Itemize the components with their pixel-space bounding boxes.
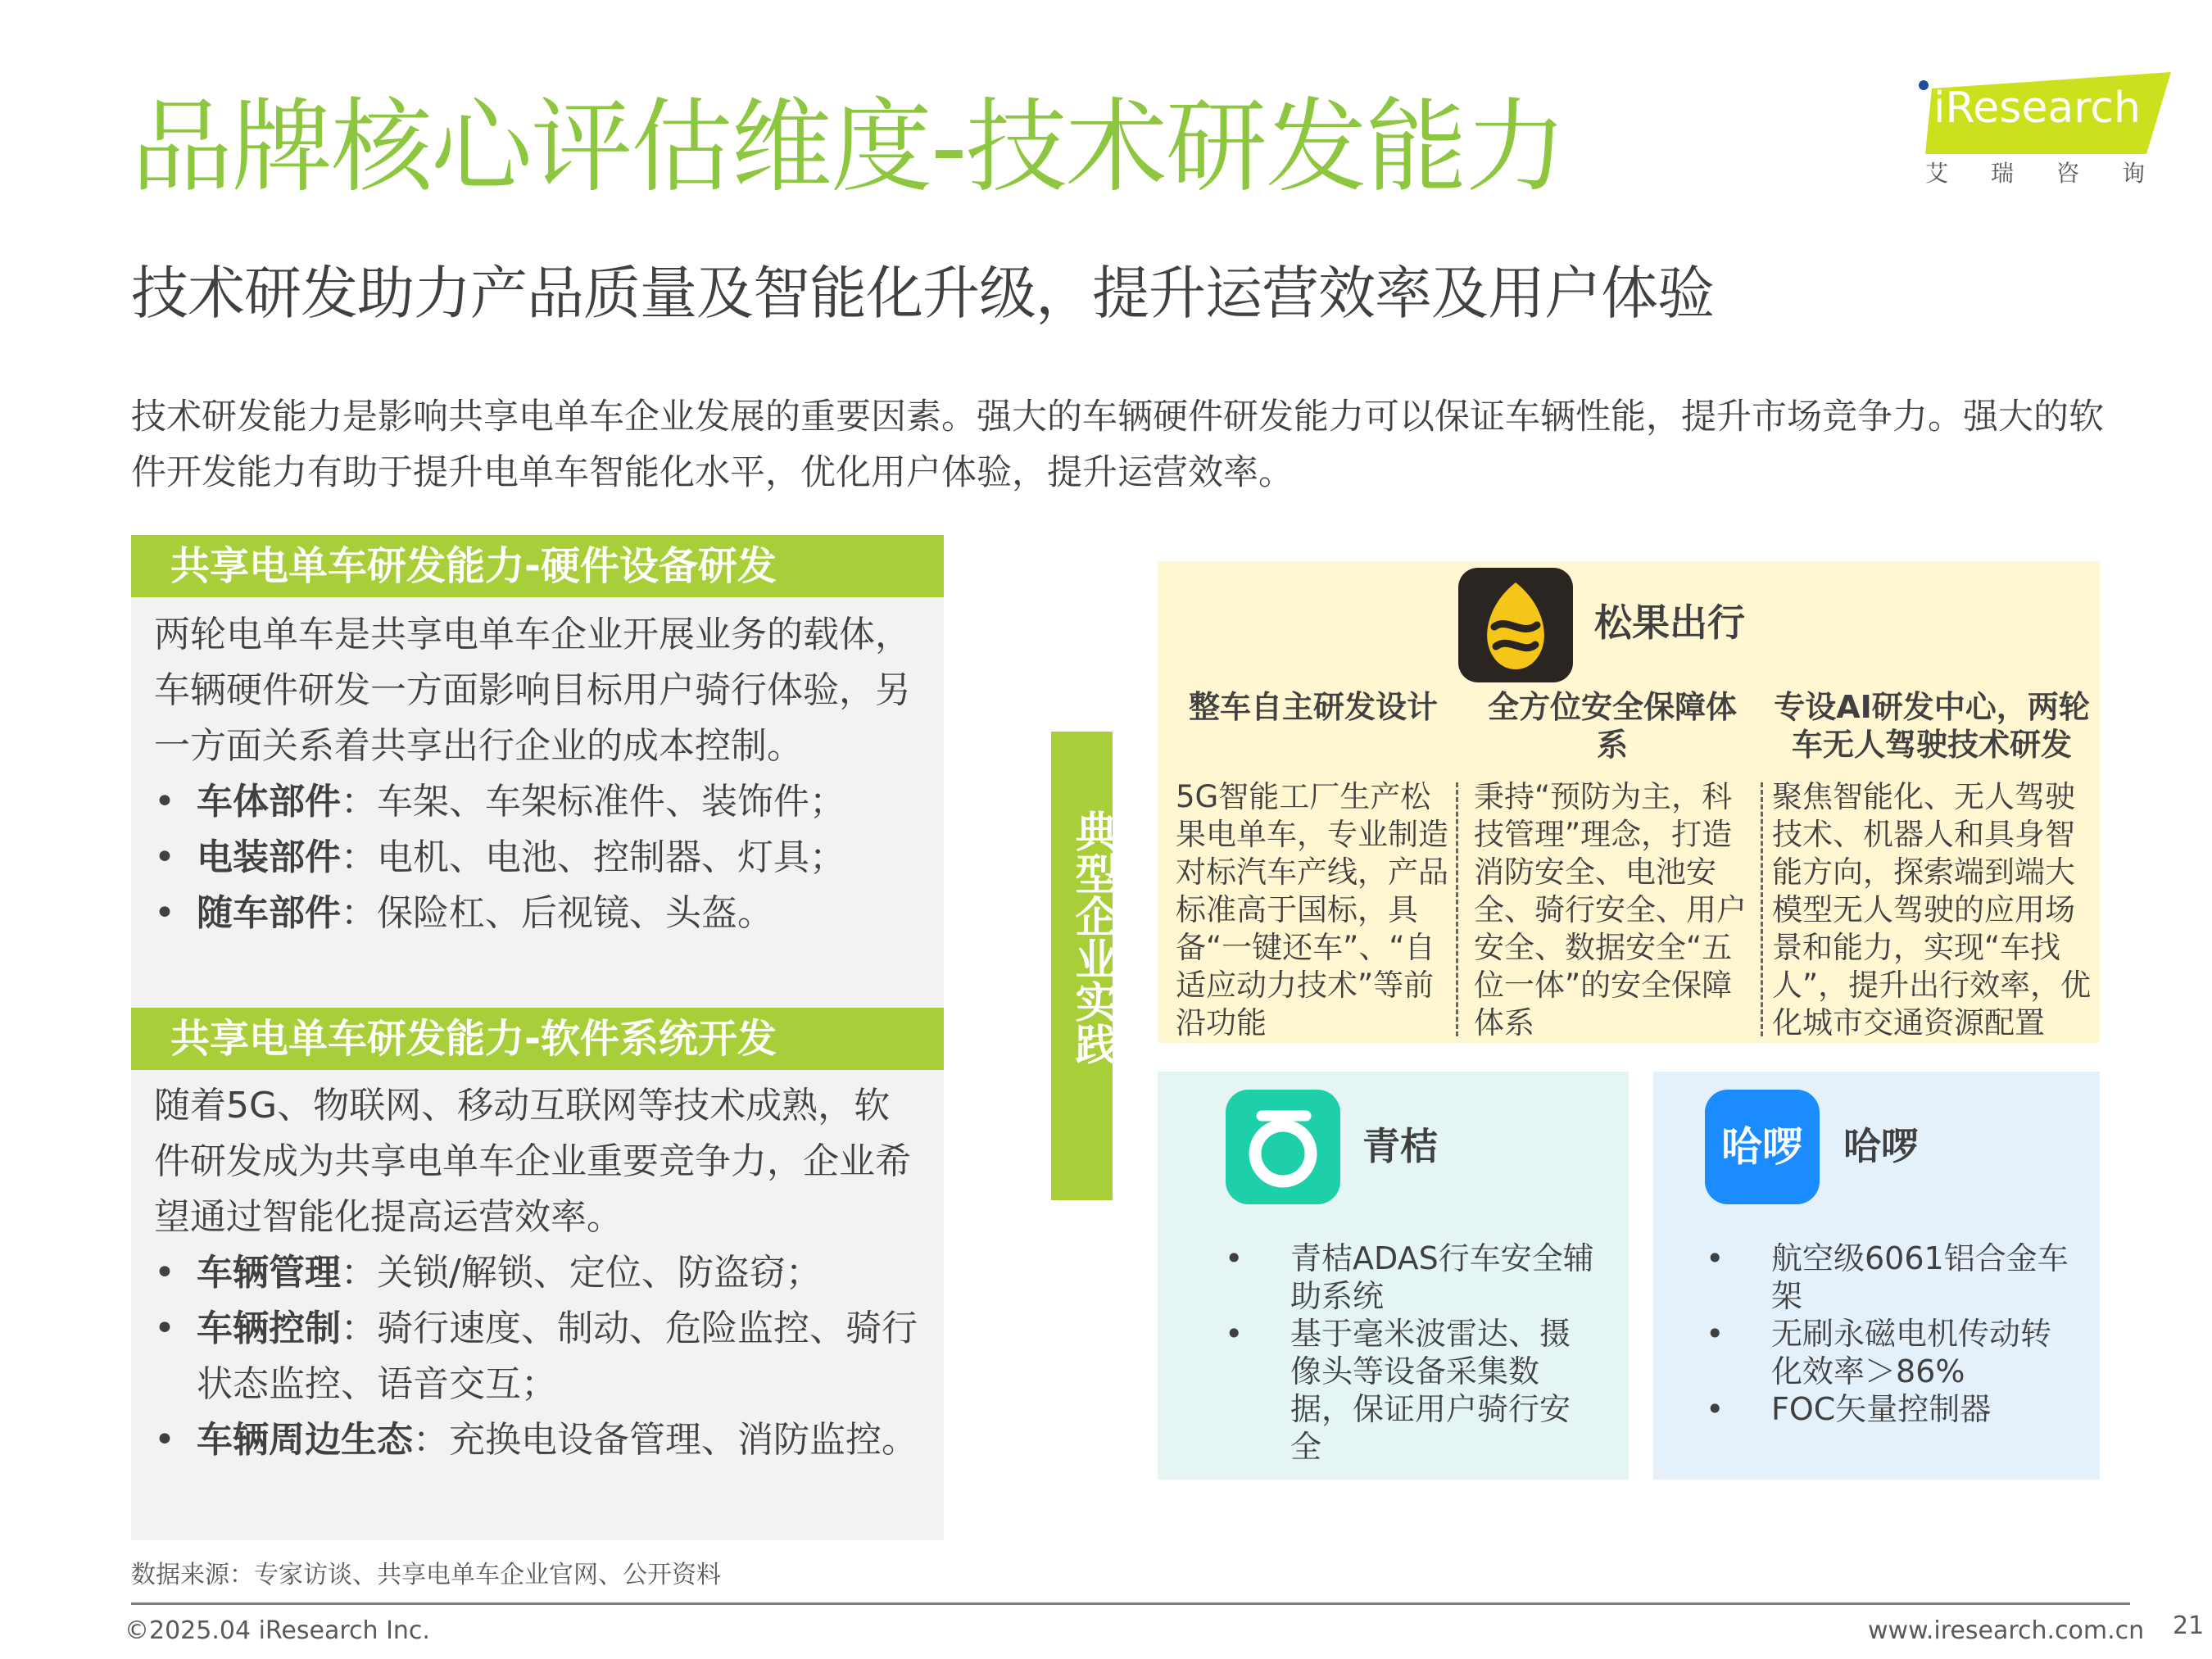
- software-panel-body: [131, 1070, 944, 1540]
- qingju-name: 青桔: [1362, 1124, 1438, 1168]
- software-panel: [131, 1008, 944, 1540]
- page-number: 21: [2173, 1611, 2205, 1640]
- hardware-item: • 随车部件：保险杠、后视镜、头盔。: [154, 886, 919, 941]
- software-item: • 车辆管理：关锁/解锁、定位、防盗窃；: [154, 1245, 919, 1301]
- songguo-col3-head: 专设AI研发中心，两轮车无人驾驶技术研发: [1774, 689, 2090, 763]
- logo-subtext: 艾瑞咨询: [1925, 160, 2188, 187]
- iresearch-logo: [1909, 67, 2188, 198]
- page-title: 品牌核心评估维度-技术研发能力: [131, 88, 1566, 206]
- hardware-description: 两轮电单车是共享电单车企业开展业务的载体，车辆硬件研发一方面影响目标用户骑行体验，另一方面关系着共享出行企业的成本控制。: [154, 614, 911, 767]
- logo-dot: [1919, 80, 1929, 90]
- website-link[interactable]: www.iresearch.com.cn: [1868, 1616, 2145, 1645]
- typical-practice-label: [1051, 732, 1117, 1200]
- logo-text: iResearch: [1933, 84, 2141, 133]
- intro-paragraph: 技术研发能力是影响共享电单车企业发展的重要因素。强大的车辆硬件研发能力可以保证车辆性能，提升市场竞争力。强大的软件开发能力有助于提升电单车智能化水平，优化用户体验，提升运营效率。: [131, 397, 2104, 493]
- qingju-item: • 基于毫米波雷达、摄像头等设备采集数据，保证用户骑行安全: [1223, 1315, 1600, 1466]
- footer-divider: [131, 1602, 2130, 1605]
- songguo-col1-head: 整车自主研发设计: [1188, 689, 1438, 725]
- hardware-item: • 电装部件：电机、电池、控制器、灯具；: [154, 830, 919, 886]
- songguo-card: [1158, 561, 2100, 1043]
- qingju-item: • 青桔ADAS行车安全辅助系统: [1223, 1240, 1600, 1315]
- data-source: 数据来源：专家访谈、共享电单车企业官网、公开资料: [131, 1561, 721, 1589]
- hardware-panel-title: 共享电单车研发能力-硬件设备研发: [131, 535, 944, 597]
- songguo-col2-head: 全方位安全保障体系: [1487, 689, 1737, 763]
- halo-item: • FOC矢量控制器: [1704, 1390, 2081, 1428]
- column-divider: [1456, 782, 1458, 1036]
- halo-item: • 无刷永磁电机传动转化效率＞86%: [1704, 1315, 2081, 1390]
- halo-list: [1704, 1240, 2081, 1428]
- qingju-card: [1158, 1072, 1629, 1480]
- software-item: • 车辆控制：骑行速度、制动、危险监控、骑行状态监控、语音交互；: [154, 1301, 919, 1412]
- software-description: 随着5G、物联网、移动互联网等技术成熟，软件研发成为共享电单车企业重要竞争力，企业希望通过智能化提高运营效率。: [154, 1085, 911, 1238]
- copyright: ©2025.04 iResearch Inc.: [125, 1616, 430, 1645]
- songguo-col1-body: 5G智能工厂生产松果电单车，专业制造对标汽车产线，产品标准高于国标，具备“一键还车”、“自适应动力技术”等前沿功能: [1176, 779, 1448, 1040]
- qingju-list: [1223, 1240, 1600, 1466]
- software-item: • 车辆周边生态：充换电设备管理、消防监控。: [154, 1412, 919, 1468]
- songguo-col2-body: 秉持“预防为主，科技管理”理念，打造消防安全、电池安全、骑行安全、用户安全、数据安全“五位一体”的安全保障体系: [1474, 779, 1747, 1040]
- qingju-logo-icon: [1226, 1090, 1340, 1204]
- hardware-panel: [131, 535, 944, 1009]
- halo-logo-text: 哈啰: [1721, 1123, 1803, 1171]
- halo-name: 哈啰: [1843, 1124, 1919, 1168]
- halo-item: • 航空级6061铝合金车架: [1704, 1240, 2081, 1315]
- hardware-item: • 车体部件：车架、车架标准件、装饰件；: [154, 774, 919, 830]
- pinecone-icon: [1458, 568, 1573, 682]
- halo-logo-icon: [1705, 1090, 1820, 1204]
- software-panel-title: 共享电单车研发能力-软件系统开发: [131, 1008, 944, 1070]
- column-divider: [1761, 782, 1763, 1036]
- songguo-col3-body: 聚焦智能化、无人驾驶技术、机器人和具身智能方向，探索端到端大模型无人驾驶的应用场景和能力，实现“车找人”，提升出行效率，优化城市交通资源配置: [1772, 779, 2092, 1040]
- songguo-name: 松果出行: [1594, 601, 1745, 645]
- hardware-panel-body: [131, 597, 944, 1009]
- halo-card: [1653, 1072, 2100, 1480]
- typical-practice-text: 典型企业实践: [1067, 809, 1117, 1065]
- page-subtitle: 技术研发助力产品质量及智能化升级，提升运营效率及用户体验: [131, 260, 1714, 327]
